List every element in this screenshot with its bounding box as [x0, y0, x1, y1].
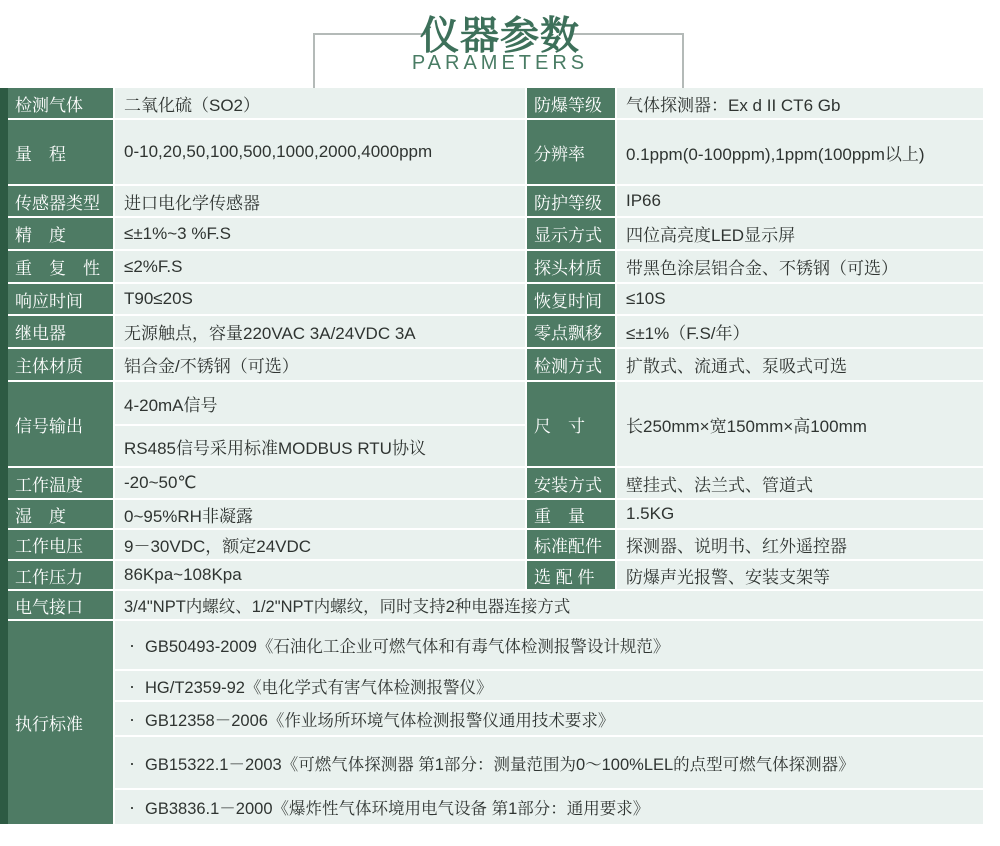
- spec-label: 分辨率: [527, 120, 615, 184]
- spec-value: 二氧化硫（SO2）: [115, 88, 525, 118]
- bullet-icon: ·: [129, 635, 135, 655]
- spec-label: 零点飘移: [527, 316, 615, 347]
- spec-value: 进口电化学传感器: [115, 186, 525, 216]
- spec-value: 3/4"NPT内螺纹、1/2"NPT内螺纹，同时支持2种电器连接方式: [115, 591, 983, 619]
- spec-value: 1.5KG: [617, 500, 983, 528]
- spec-value: 0~95%RH非凝露: [115, 500, 525, 528]
- spec-value: 带黑色涂层铝合金、不锈钢（可选）: [617, 251, 983, 282]
- standard-item: [115, 737, 983, 788]
- bullet-icon: ·: [129, 675, 135, 696]
- spec-label: 尺 寸: [527, 382, 615, 466]
- spec-value: ≤10S: [617, 284, 983, 314]
- spec-label: 重 量: [527, 500, 615, 528]
- spec-label: 标准配件: [527, 530, 615, 559]
- spec-value: RS485信号采用标准MODBUS RTU协议: [115, 426, 525, 466]
- spec-label: 湿 度: [8, 500, 113, 528]
- spec-label: 精 度: [8, 218, 113, 249]
- spec-value: ≤±1%~3 %F.S: [115, 218, 525, 249]
- bullet-icon: ·: [129, 752, 135, 773]
- spec-label: 量 程: [8, 120, 113, 184]
- spec-value: 0-10,20,50,100,500,1000,2000,4000ppm: [115, 120, 525, 184]
- spec-value: 4-20mA信号: [115, 382, 525, 424]
- spec-label: 检测方式: [527, 349, 615, 380]
- spec-value: -20~50℃: [115, 468, 525, 498]
- standard-text: GB50493-2009《石油化工企业可燃气体和有毒气体检测报警设计规范》: [145, 638, 670, 656]
- spec-label: 响应时间: [8, 284, 113, 314]
- spec-value: 9－30VDC，额定24VDC: [115, 530, 525, 559]
- spec-label: 安装方式: [527, 468, 615, 498]
- standard-text: GB3836.1－2000《爆炸性气体环境用电气设备 第1部分：通用要求》: [145, 800, 650, 818]
- spec-value: 探测器、说明书、红外遥控器: [617, 530, 983, 559]
- standard-text: GB12358－2006《作业场所环境气体检测报警仪通用技术要求》: [145, 711, 615, 730]
- spec-label: 防爆等级: [527, 88, 615, 118]
- spec-value: ≤2%F.S: [115, 251, 525, 282]
- spec-label: 防护等级: [527, 186, 615, 216]
- spec-table: [0, 88, 983, 824]
- spec-value: 铝合金/不锈钢（可选）: [115, 349, 525, 380]
- spec-label: 主体材质: [8, 349, 113, 380]
- spec-value: 防爆声光报警、安装支架等: [617, 561, 983, 589]
- standard-text: GB15322.1－2003《可燃气体探测器 第1部分：测量范围为0～100%LEL的点型可燃气体探测器》: [145, 755, 855, 774]
- spec-value: ≤±1%（F.S/年）: [617, 316, 983, 347]
- spec-label: 工作电压: [8, 530, 113, 559]
- spec-label: 显示方式: [527, 218, 615, 249]
- spec-label: 重 复 性: [8, 251, 113, 282]
- standard-text: HG/T2359-92《电化学式有害气体检测报警仪》: [145, 678, 493, 697]
- bullet-icon: ·: [129, 797, 135, 817]
- spec-label: 电气接口: [8, 591, 113, 619]
- spec-value: 长250mm×宽150mm×高100mm: [617, 382, 983, 466]
- spec-value: 无源触点，容量220VAC 3A/24VDC 3A: [115, 316, 525, 347]
- spec-label: 探头材质: [527, 251, 615, 282]
- spec-label: 信号输出: [8, 382, 113, 466]
- spec-value: 壁挂式、法兰式、管道式: [617, 468, 983, 498]
- spec-value: IP66: [617, 186, 983, 216]
- spec-value: 气体探测器：Ex d II CT6 Gb: [617, 88, 983, 118]
- standard-item: [115, 621, 983, 669]
- spec-value: 扩散式、流通式、泵吸式可选: [617, 349, 983, 380]
- spec-value: 86Kpa~108Kpa: [115, 561, 525, 589]
- standard-item: [115, 702, 983, 735]
- standard-item: [115, 671, 983, 700]
- spec-label: 检测气体: [8, 88, 113, 118]
- spec-label: 恢复时间: [527, 284, 615, 314]
- spec-label: 选 配 件: [527, 561, 615, 589]
- spec-label: 工作压力: [8, 561, 113, 589]
- spec-label: 执行标准: [8, 621, 113, 824]
- spec-label: 继电器: [8, 316, 113, 347]
- spec-value: T90≤20S: [115, 284, 525, 314]
- spec-value: 四位高亮度LED显示屏: [617, 218, 983, 249]
- spec-label: 传感器类型: [8, 186, 113, 216]
- page-subtitle: PARAMETERS: [411, 52, 589, 74]
- spec-value: 0.1ppm(0-100ppm),1ppm(100ppm以上): [617, 120, 983, 184]
- bullet-icon: ·: [129, 708, 135, 729]
- spec-label: 工作温度: [8, 468, 113, 498]
- page-title: 仪器参数: [419, 15, 580, 58]
- standard-item: [115, 790, 983, 824]
